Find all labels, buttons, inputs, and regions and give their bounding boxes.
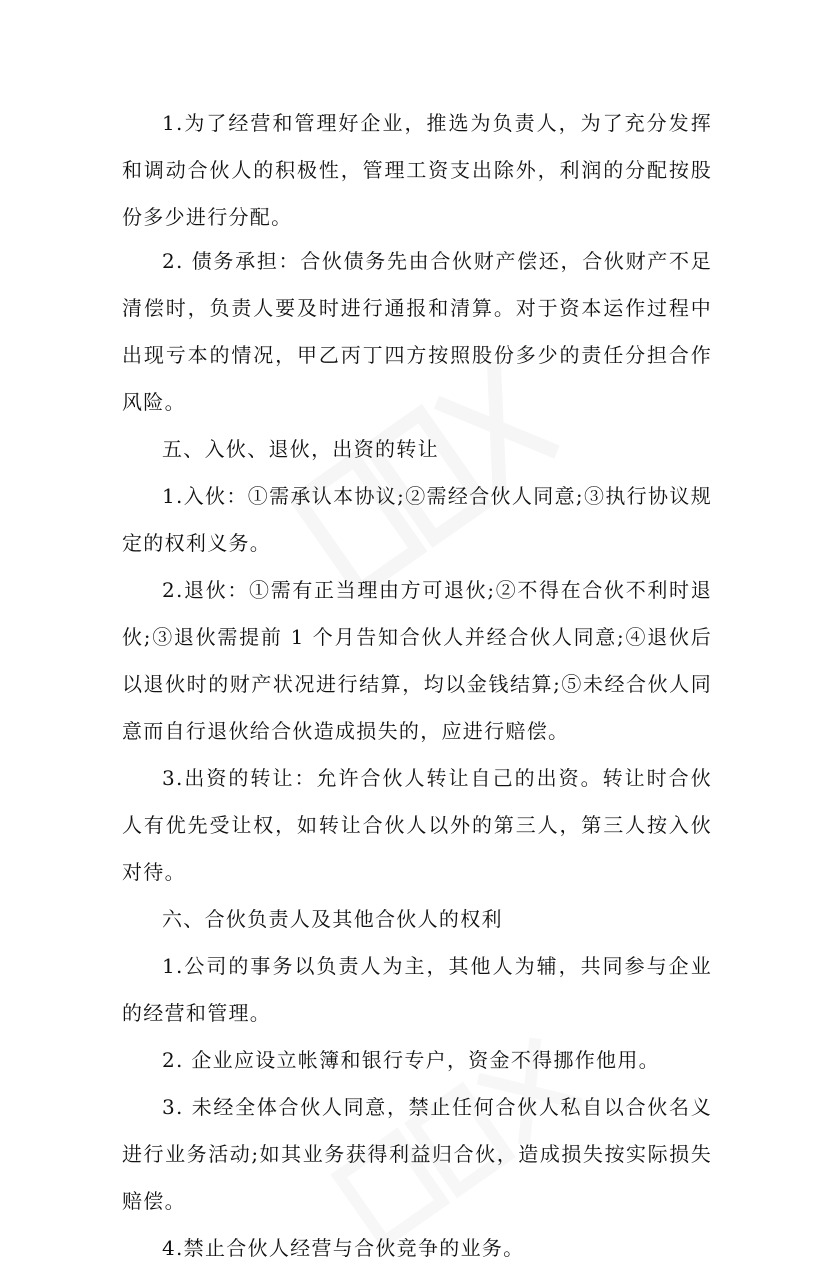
paragraph-withdrawal: 2.退伙：①需有正当理由方可退伙;②不得在合伙不利时退伙;③退伙需提前 1 个月告知合伙人并经合伙人同意;④退伙后以退伙时的财产状况进行结算，均以金钱结算;⑤未经合伙人同意而自行退伙给合伙造成损失的，应进行赔偿。: [122, 578, 712, 743]
paragraph-profit-distribution: 1.为了经营和管理好企业，推选为负责人，为了充分发挥和调动合伙人的积极性，管理工资支出除外，利润的分配按股份多少进行分配。: [122, 111, 712, 229]
paragraph-no-competition: 4.禁止合伙人经营与合伙竞争的业务。: [162, 1236, 525, 1260]
paragraph-capital-transfer: 3.出资的转让：允许合伙人转让自己的出资。转让时合伙人有优先受让权，如转让合伙人以外的第三人，第三人按入伙对待。: [122, 766, 712, 884]
paragraph-debt-bearing: 2. 债务承担：合伙债务先由合伙财产偿还，合伙财产不足清偿时，负责人要及时进行通报和清算。对于资本运作过程中出现亏本的情况，甲乙丙丁四方按照股份多少的责任分担合作风险。: [122, 249, 712, 414]
paragraph-joining: 1.入伙：①需承认本协议;②需经合伙人同意;③执行协议规定的权利义务。: [122, 484, 712, 555]
paragraph-accounts: 2. 企业应设立帐簿和银行专户，资金不得挪作他用。: [162, 1048, 660, 1072]
paragraph-company-affairs: 1.公司的事务以负责人为主，其他人为辅，共同参与企业的经营和管理。: [122, 954, 712, 1025]
paragraph-prohibited-activities: 3. 未经全体合伙人同意，禁止任何合伙人私自以合伙名义进行业务活动;如其业务获得利益归合伙，造成损失按实际损失赔偿。: [122, 1095, 712, 1213]
section-heading-five: 五、入伙、退伙，出资的转让: [162, 437, 439, 461]
document-body: [122, 100, 712, 1272]
section-heading-six: 六、合伙负责人及其他合伙人的权利: [162, 907, 503, 931]
